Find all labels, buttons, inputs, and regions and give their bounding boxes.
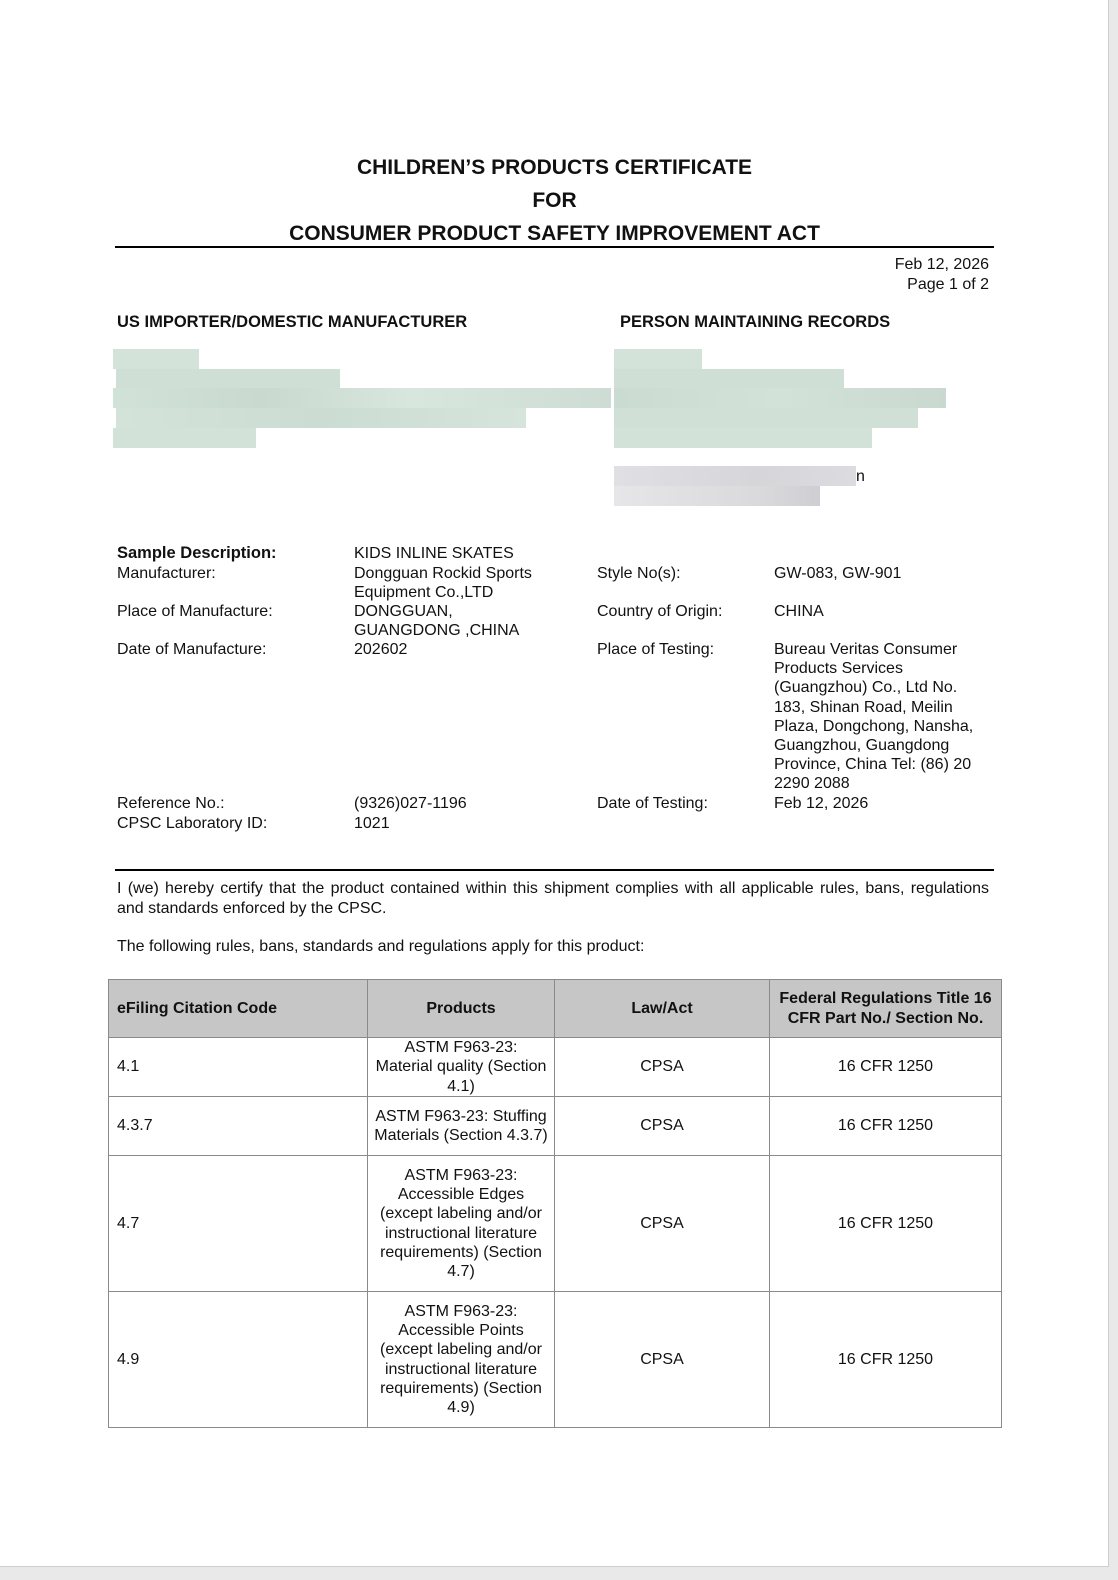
row-cfr: 16 CFR 1250 [770,1156,1002,1292]
manufacturer-label: Manufacturer: [117,565,216,582]
certificate-title-line-3: CONSUMER PRODUCT SAFETY IMPROVEMENT ACT [289,222,820,245]
sample-description-value: KIDS INLINE SKATES [354,545,514,562]
style-no-label: Style No(s): [597,565,681,582]
records-heading: PERSON MAINTAINING RECORDS [620,313,891,331]
header-cfr: Federal Regulations Title 16 CFR Part No./ Section No. [770,980,1002,1038]
date-of-testing-value: Feb 12, 2026 [774,795,869,812]
table-row [109,1156,1002,1292]
header-products: Products [368,980,555,1038]
row-law: CPSA [555,1292,770,1428]
row-product: ASTM F963-23: Accessible Points (except labeling and/or instructional literature requirements) (Section 4.9) [368,1292,555,1428]
row-product: ASTM F963-23: Material quality (Section 4.1) [368,1038,555,1097]
date-of-testing-label: Date of Testing: [597,795,708,812]
place-of-testing-label: Place of Testing: [597,641,715,658]
rules-table-header-row [109,980,1002,1038]
row-cfr: 16 CFR 1250 [770,1097,1002,1156]
table-row [109,1038,1002,1097]
header-efiling-code: eFiling Citation Code [109,980,368,1038]
row-code: 4.1 [109,1038,368,1097]
row-code: 4.7 [109,1156,368,1292]
certificate-title-line-2: FOR [532,189,577,212]
rules-table [108,979,1002,1428]
row-cfr: 16 CFR 1250 [770,1292,1002,1428]
rules-intro: The following rules, bans, standards and regulations apply for this product: [117,938,645,955]
country-of-origin-value: CHINA [774,603,824,620]
row-law: CPSA [555,1038,770,1097]
details-divider [115,869,994,871]
certification-statement: I (we) hereby certify that the product contained within this shipment complies with all applicable rules, bans, regulations and standards enforced by the CPSC. [117,880,989,917]
row-code: 4.3.7 [109,1097,368,1156]
page-indicator: Page 1 of 2 [907,276,989,293]
place-of-testing-value: Bureau Veritas Consumer Products Services (Guangzhou) Co., Ltd No. 183, Shinan Road, Meilin Plaza, Dongchong, Nansha, Guangzhou, Guangdong Province, China Tel: (86) 20 2290 2088 [774,641,974,793]
cpsc-lab-id-label: CPSC Laboratory ID: [117,815,268,832]
place-of-manufacture-value: DONGGUAN, GUANGDONG ,CHINA [354,603,520,640]
date-of-manufacture-label: Date of Manufacture: [117,641,267,658]
cpsc-lab-id-value: 1021 [354,815,390,832]
title-divider [115,246,994,248]
importer-heading: US IMPORTER/DOMESTIC MANUFACTURER [117,313,468,331]
date-of-manufacture-value: 202602 [354,641,408,658]
sample-description-label: Sample Description: [117,544,277,562]
certificate-title-line-1: CHILDREN’S PRODUCTS CERTIFICATE [356,156,753,179]
row-product: ASTM F963-23: Stuffing Materials (Section 4.3.7) [368,1097,555,1156]
row-cfr: 16 CFR 1250 [770,1038,1002,1097]
row-law: CPSA [555,1097,770,1156]
records-trailing-fragment: n [856,468,865,485]
row-product: ASTM F963-23: Accessible Edges (except labeling and/or instructional literature requirements) (Section 4.7) [368,1156,555,1292]
row-law: CPSA [555,1156,770,1292]
header-law-act: Law/Act [555,980,770,1038]
table-row [109,1292,1002,1428]
row-code: 4.9 [109,1292,368,1428]
country-of-origin-label: Country of Origin: [597,603,723,620]
table-row [109,1097,1002,1156]
place-of-manufacture-label: Place of Manufacture: [117,603,273,620]
style-no-value: GW-083, GW-901 [774,565,902,582]
issue-date: Feb 12, 2026 [894,256,989,273]
reference-no-label: Reference No.: [117,795,225,812]
manufacturer-value: Dongguan Rockid Sports Equipment Co.,LTD [354,565,532,602]
reference-no-value: (9326)027-1196 [354,795,467,812]
